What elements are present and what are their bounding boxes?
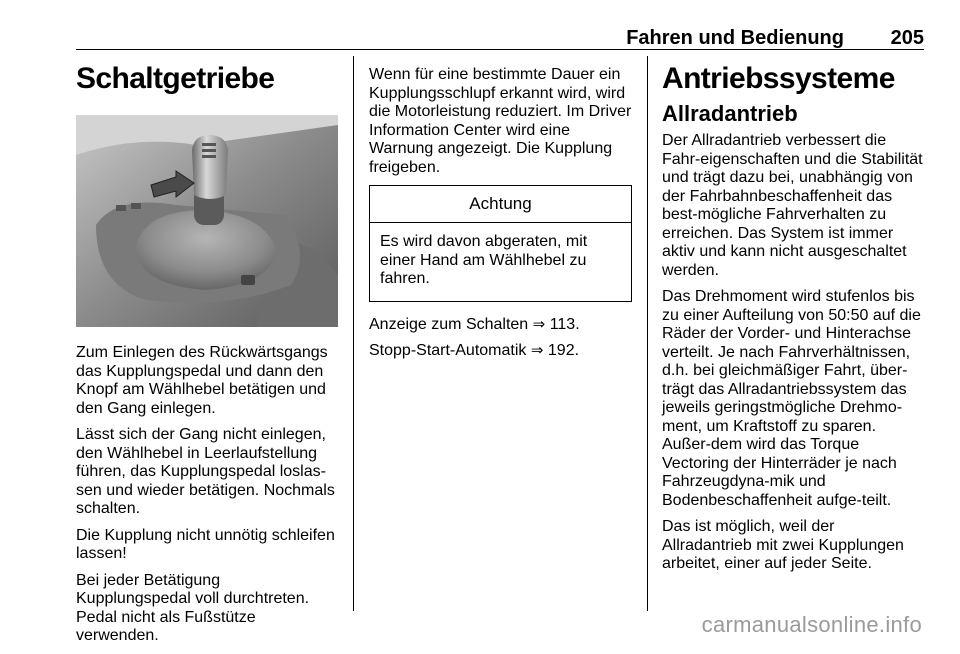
paragraph: Die Kupplung nicht unnötig schleifen lassen! bbox=[76, 526, 335, 562]
paragraph: Der Allradantrieb verbessert die Fahr-eigenschaften und die Stabilität und trägt dazu bei, unabhängig von der Fahrbahnbeschaffenheit das best-mögliche Fahrverhalten zu erreichen. Das System ist immer aktiv und kann nicht ausgeschaltet werden. bbox=[662, 132, 923, 279]
reference-page: 192. bbox=[547, 342, 580, 359]
body-text bbox=[76, 344, 338, 646]
page-header bbox=[76, 0, 924, 50]
watermark: carmanualsonline.info bbox=[701, 612, 922, 637]
section-heading: Schaltgetriebe bbox=[76, 62, 275, 95]
page-number: 205 bbox=[890, 27, 924, 49]
subsection-heading: Allradantrieb bbox=[662, 101, 798, 126]
paragraph: Bei jeder Betätigung Kupplungspedal voll durchtreten. Pedal nicht als Fußstütze verwenden. bbox=[76, 571, 310, 644]
paragraph: Wenn für eine bestimmte Dauer ein Kupplungsschlupf erkannt wird, wird die Motorleistung reduziert. Im Driver Information Center wird eine Warnung angezeigt. Die Kupplung freigeben. bbox=[369, 66, 632, 176]
reference-text: Stopp-Start-Automatik bbox=[369, 342, 527, 359]
paragraph: Das ist möglich, weil der Allradantrieb mit zwei Kupplungen arbeitet, einer auf jeder Seite. bbox=[662, 518, 904, 572]
cross-reference[interactable] bbox=[369, 342, 632, 361]
column-1 bbox=[76, 50, 338, 654]
arrow-icon: ⇒ bbox=[530, 342, 544, 359]
chapter-title: Fahren und Bedienung bbox=[626, 27, 844, 49]
column-divider bbox=[647, 56, 648, 611]
section-heading: Antriebssysteme bbox=[662, 62, 895, 95]
arrow-icon: ⇒ bbox=[532, 315, 546, 333]
warning-title: Achtung bbox=[370, 186, 631, 223]
body-text bbox=[369, 66, 632, 177]
column-divider bbox=[353, 56, 354, 611]
paragraph: Das Drehmoment wird stufenlos bis zu einer Aufteilung von 50:50 auf die Räder der Vorder- und Hinterachse verteilt. Je nach Fahrverhältnissen, d.h. bei gleichmäßiger Fahrt, über-trägt das Allradantriebssystem das jeweils geringstmögliche Drehmo-ment, um Kraftstoff zu sparen. Außer-dem wird das Torque Vectoring der Hinterräder je nach Fahrzeugdyna-mik und Bodenbeschaffenheit aufge-teilt. bbox=[662, 288, 921, 509]
column-3 bbox=[662, 50, 927, 582]
column-2 bbox=[369, 50, 632, 369]
paragraph: Lässt sich der Gang nicht einlegen, den Wählhebel in Leerlaufstellung führen, das Kupplungspedal loslas-sen und wieder betätigen. Nochmals schalten. bbox=[76, 426, 335, 517]
gear-lever-photo bbox=[76, 115, 338, 327]
reference-text: Anzeige zum Schalten bbox=[369, 315, 529, 333]
cross-reference[interactable] bbox=[369, 316, 632, 335]
paragraph: Zum Einlegen des Rückwärtsgangs das Kupplungspedal und dann den Knopf am Wählhebel betätigen und den Gang einlegen. bbox=[76, 344, 328, 417]
warning-box bbox=[369, 185, 632, 302]
reference-page: 113. bbox=[549, 315, 580, 333]
warning-body: Es wird davon abgeraten, mit einer Hand am Wählhebel zu fahren. bbox=[380, 233, 588, 287]
